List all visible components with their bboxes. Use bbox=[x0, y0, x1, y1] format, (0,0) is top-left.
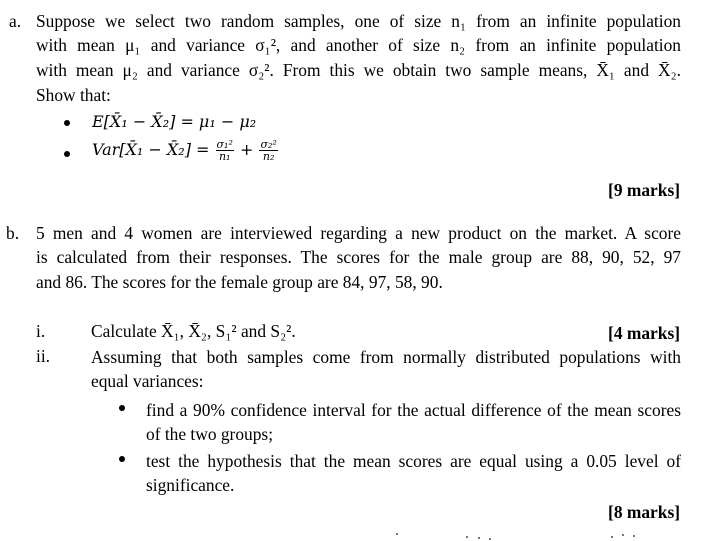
sub-bullet-2-line-2: significance. bbox=[146, 475, 235, 495]
item-ii-line-2: equal variances: bbox=[91, 371, 204, 391]
fraction-sigma2-over-n2 bbox=[259, 139, 277, 162]
fraction-denominator: n₂ bbox=[262, 150, 275, 163]
item-i-marks: [4 marks] bbox=[608, 323, 680, 343]
plus-sign: + bbox=[239, 140, 254, 159]
scan-speck bbox=[611, 536, 613, 538]
sub-bullet-2-line-1: test the hypothesis that the mean scores are equal using a 0.05 level of bbox=[146, 451, 681, 471]
bullet-dot bbox=[119, 405, 125, 411]
variance-formula-lhs: Var[X̄₁ − X̄₂] = bbox=[92, 140, 210, 159]
part-a-line-1: Suppose we select two random samples, one of size n₁ from an infinite population bbox=[36, 11, 681, 31]
scan-speck bbox=[489, 538, 491, 540]
bullet-dot bbox=[64, 151, 70, 157]
part-b-marks: [8 marks] bbox=[608, 502, 680, 522]
part-a-label: a. bbox=[9, 11, 22, 31]
part-a-line-3: with mean μ₂ and variance σ₂². From this we obtain two sample means, X̄₁ and X̄₂. bbox=[36, 60, 681, 80]
scan-speck bbox=[633, 535, 635, 537]
part-b-label: b. bbox=[6, 223, 20, 243]
part-b-line-1: 5 men and 4 women are interviewed regarding a new product on the market. A score bbox=[36, 223, 681, 243]
part-a-line-2: with mean μ₁ and variance σ₁², and another of size n₂ from an infinite population bbox=[36, 35, 681, 55]
part-b-line-3: and 86. The scores for the female group are 84, 97, 58, 90. bbox=[36, 272, 443, 292]
item-i-label: i. bbox=[36, 321, 46, 341]
scan-speck bbox=[478, 537, 480, 539]
fraction-sigma1-over-n1 bbox=[216, 139, 234, 162]
sub-bullet-1-line-1: find a 90% confidence interval for the actual difference of the mean scores bbox=[146, 400, 681, 420]
scan-speck bbox=[622, 534, 624, 536]
part-a-marks: [9 marks] bbox=[608, 180, 680, 200]
fraction-denominator: n₁ bbox=[218, 150, 231, 163]
bullet-dot bbox=[64, 120, 70, 126]
sub-bullet-1-line-2: of the two groups; bbox=[146, 424, 274, 444]
item-ii-label: ii. bbox=[36, 346, 51, 366]
expectation-formula: E[X̄₁ − X̄₂] = μ₁ − μ₂ bbox=[92, 112, 257, 131]
item-i-text: Calculate X̄₁, X̄₂, S₁² and S₂². bbox=[91, 321, 296, 341]
item-ii-line-1: Assuming that both samples come from normally distributed populations with bbox=[91, 347, 681, 367]
part-a-line-4: Show that: bbox=[36, 85, 111, 105]
part-b-line-2: is calculated from their responses. The scores for the male group are 88, 90, 52, 97 bbox=[36, 247, 681, 267]
scan-speck bbox=[466, 536, 468, 538]
scan-speck bbox=[396, 533, 398, 535]
fraction-numerator: σ₂² bbox=[260, 138, 277, 151]
variance-formula bbox=[92, 135, 279, 165]
bullet-dot bbox=[119, 456, 125, 462]
fraction-numerator: σ₁² bbox=[216, 138, 233, 151]
